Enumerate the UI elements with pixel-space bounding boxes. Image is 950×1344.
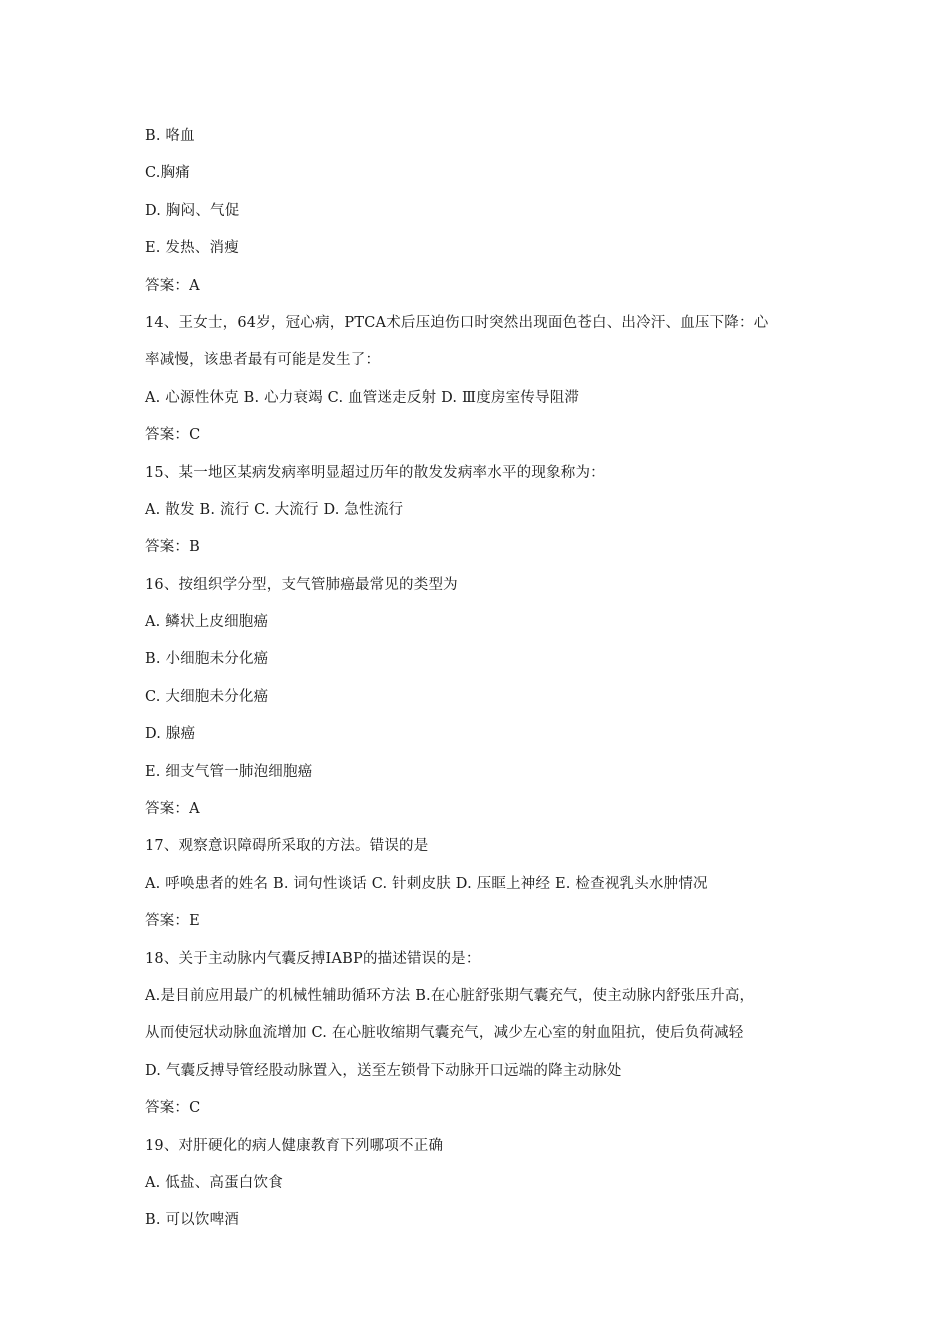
answer-line: 答案：C: [145, 1100, 201, 1117]
option-line: D. 腺癌: [145, 726, 196, 743]
question-line: 率减慢，该患者最有可能是发生了：: [145, 352, 381, 369]
options-line: A. 心源性休克 B. 心力衰竭 C. 血管迷走反射 D. Ⅲ度房室传导阻滞: [145, 389, 580, 406]
answer-line: 答案：A: [145, 801, 200, 818]
text-line: B. 咯血: [145, 128, 195, 144]
options-line: A.是目前应用最广的机械性辅助循环方法 B.在心脏舒张期气囊充气，使主动脉内舒张压升高，: [145, 987, 755, 1004]
option-line: B. 小细胞未分化癌: [145, 651, 269, 668]
option-line: A. 低盐、高蛋白饮食: [145, 1174, 283, 1191]
options-line: A. 呼唤患者的姓名 B. 词句性谈话 C. 针刺皮肤 D. 压眶上神经 E. 检查视乳头水肿情况: [145, 875, 708, 892]
answer-line: 答案：B: [145, 539, 200, 556]
option-line: E. 细支气管一肺泡细胞癌: [145, 763, 313, 780]
text-line: E. 发热、消瘦: [145, 240, 239, 257]
question-line: 18、关于主动脉内气囊反搏IABP的描述错误的是：: [145, 950, 481, 967]
option-line: C. 大细胞未分化癌: [145, 688, 269, 705]
question-line: 14、王女士，64岁，冠心病，PTCA术后压迫伤口时突然出现面色苍白、出冷汗、血压下降：心: [145, 314, 769, 331]
question-line: 19、对肝硬化的病人健康教育下列哪项不正确: [145, 1137, 444, 1154]
question-line: 16、按组织学分型，支气管肺癌最常见的类型为: [145, 576, 458, 593]
options-line: 从而使冠状动脉血流增加 C. 在心脏收缩期气囊充气，减少左心室的射血阻抗，使后负荷减轻: [145, 1025, 744, 1042]
option-line: B. 可以饮啤酒: [145, 1212, 239, 1229]
text-line: C.胸痛: [145, 165, 190, 182]
answer-line: 答案：E: [145, 913, 200, 930]
question-line: 15、某一地区某病发病率明显超过历年的散发发病率水平的现象称为：: [145, 464, 605, 481]
question-line: 17、观察意识障碍所采取的方法。错误的是: [145, 838, 429, 855]
text-line: D. 胸闷、气促: [145, 202, 240, 219]
option-line: A. 鳞状上皮细胞癌: [145, 614, 269, 631]
answer-line: 答案：A: [145, 277, 200, 294]
options-line: A. 散发 B. 流行 C. 大流行 D. 急性流行: [145, 501, 404, 518]
text-body: [145, 122, 825, 1244]
answer-line: 答案：C: [145, 427, 201, 444]
options-line: D. 气囊反搏导管经股动脉置入，送至左锁骨下动脉开口远端的降主动脉处: [145, 1062, 622, 1079]
